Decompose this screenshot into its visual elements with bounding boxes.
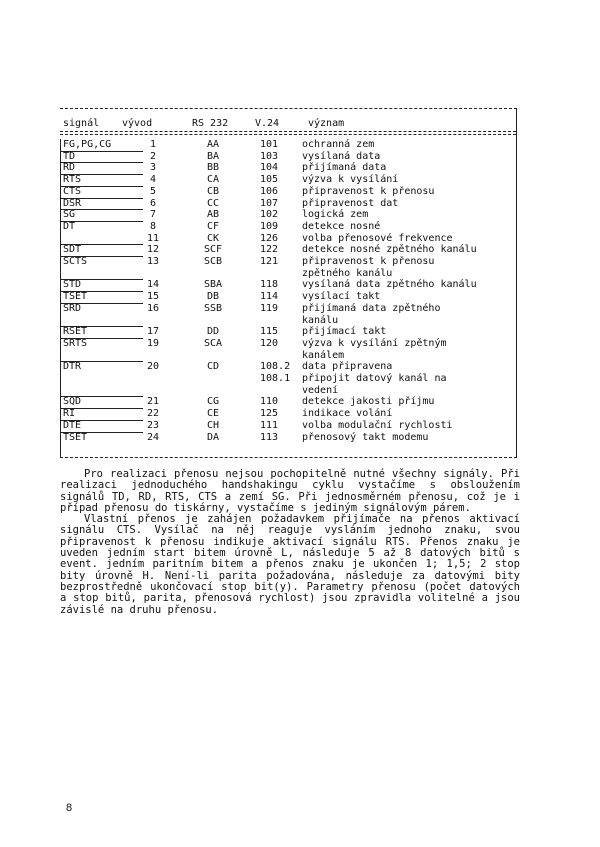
table-row xyxy=(60,315,516,326)
cell-signal: DT xyxy=(63,220,76,232)
cell-signal: DSR xyxy=(63,197,82,209)
cell-v24: 115 xyxy=(260,326,279,338)
cell-signal: SDT xyxy=(63,244,82,256)
cell-v24: 120 xyxy=(260,337,279,349)
group-divider xyxy=(60,361,143,362)
cell-v24: 125 xyxy=(260,408,279,420)
cell-pin: 7 xyxy=(149,209,157,221)
cell-signal: TD xyxy=(63,150,76,162)
cell-pin: 21 xyxy=(146,396,160,408)
table-header xyxy=(60,118,516,129)
cell-signal: DTR xyxy=(63,361,82,373)
table-row xyxy=(60,385,516,396)
cell-rs232: CG xyxy=(206,396,220,408)
cell-rs232: DB xyxy=(206,291,220,303)
table-row xyxy=(60,326,516,337)
group-divider xyxy=(60,198,143,199)
cell-meaning: vysílaná data zpětného kanálu xyxy=(302,279,477,291)
cell-rs232: SSB xyxy=(203,302,223,314)
group-divider xyxy=(60,408,143,409)
cell-v24: 110 xyxy=(260,396,279,408)
cell-rs232: CB xyxy=(206,185,220,197)
cell-pin: 19 xyxy=(146,337,160,349)
cell-v24: 108.1 xyxy=(260,373,291,384)
cell-pin: 22 xyxy=(146,408,160,420)
paragraph: Vlastní přenos je zahájen požadavkem přijímače na přenos aktivací signálu CTS. Vysílač na něj reaguje vysláním jednoho znaku, svou připravenost k přenosu indikuje aktivací signálu RTS. Přenos znaku je uveden jedním start bitem úrovně L, následuje 5 až 8 datových bitů s event. jedním paritním bitem a přenos znaku je ukončen 1; 1,5; 2 stop bity úrovně H. Není-li parita požadována, následuje za datovými bity bezprostředně ukončovací stop bit(y). Parametry přenosu (počet datových a stop bitů, parita, přenosová rychlost) jsou zpravidla volitelné a jsou závislé na druhu přenosu. xyxy=(60,513,520,616)
cell-pin: 3 xyxy=(149,162,157,174)
cell-rs232: CC xyxy=(206,197,220,209)
cell-signal: STD xyxy=(63,279,82,291)
cell-pin: 17 xyxy=(146,326,160,338)
header-pin: vývod xyxy=(122,118,153,129)
cell-meaning: volba přenosové frekvence xyxy=(302,232,453,244)
cell-meaning: vedení xyxy=(302,384,339,396)
cell-v24: 119 xyxy=(260,302,279,314)
cell-pin: 5 xyxy=(149,185,157,197)
cell-pin: 15 xyxy=(146,291,160,303)
header-meaning: význam xyxy=(308,118,345,129)
group-divider xyxy=(60,279,143,280)
cell-v24: 121 xyxy=(260,256,279,267)
cell-meaning: zpětného kanálu xyxy=(302,267,393,279)
group-divider xyxy=(60,221,143,222)
cell-meaning: volba modulační rychlosti xyxy=(302,419,453,431)
group-divider xyxy=(60,162,143,163)
table-row xyxy=(60,244,516,255)
table-row xyxy=(60,139,516,150)
cell-rs232: CH xyxy=(206,419,220,431)
group-divider xyxy=(60,420,143,421)
cell-pin: 2 xyxy=(149,150,157,162)
table-row xyxy=(60,279,516,290)
cell-rs232: CK xyxy=(206,232,220,244)
cell-meaning: vysílaná data xyxy=(302,150,381,162)
paragraph: Pro realizaci přenosu nejsou pochopitelně nutné všechny signály. Při realizaci jednoduchého handshakingu cyklu vystačíme s obsloužením signálů TD, RD, RTS, CTS a zemí SG. Při jednosměrném přenosu, což je i případ přenosu do tiskárny, vystačíme s jediným signálovým párem. xyxy=(60,468,520,514)
cell-v24: 103 xyxy=(260,150,279,162)
table-row xyxy=(60,408,516,419)
cell-signal: SRD xyxy=(63,302,82,314)
group-divider xyxy=(60,303,143,304)
cell-rs232: CE xyxy=(206,408,220,420)
table-row xyxy=(60,303,516,314)
group-divider xyxy=(60,186,143,187)
cell-pin: 14 xyxy=(146,279,160,291)
header-signal: signál xyxy=(63,118,100,129)
body-text xyxy=(60,469,520,616)
cell-rs232: BA xyxy=(206,150,220,162)
cell-rs232: BB xyxy=(206,162,220,174)
table-row xyxy=(60,233,516,244)
table-row xyxy=(60,162,516,173)
cell-rs232: SCB xyxy=(203,256,223,267)
table-row xyxy=(60,151,516,162)
cell-meaning: ochranná zem xyxy=(302,139,375,150)
cell-meaning: výzva k vysílání xyxy=(302,174,399,186)
cell-signal: RD xyxy=(63,162,76,174)
cell-signal: FG,PG,CG xyxy=(63,139,112,150)
cell-v24: 109 xyxy=(260,220,279,232)
table-row xyxy=(60,221,516,232)
cell-pin: 12 xyxy=(146,244,160,256)
group-divider xyxy=(60,256,143,257)
table-row xyxy=(60,420,516,431)
cell-meaning: přijímaná data zpětného xyxy=(302,302,441,314)
cell-rs232: AB xyxy=(206,209,220,221)
cell-signal: CTS xyxy=(63,185,82,197)
cell-pin: 20 xyxy=(146,361,160,373)
cell-v24: 104 xyxy=(260,162,279,174)
cell-v24: 105 xyxy=(260,174,279,186)
cell-meaning: detekce jakosti příjmu xyxy=(302,396,435,408)
group-divider xyxy=(60,432,143,433)
cell-v24: 122 xyxy=(260,244,279,256)
cell-meaning: připravenost k přenosu xyxy=(302,256,435,267)
cell-pin: 16 xyxy=(146,302,160,314)
group-divider xyxy=(60,209,143,210)
cell-signal: SQD xyxy=(63,396,82,408)
cell-meaning: kanálem xyxy=(302,349,345,361)
cell-meaning: výzva k vysílání zpětným xyxy=(302,337,447,349)
cell-pin: 4 xyxy=(149,174,157,186)
cell-v24: 101 xyxy=(260,139,279,150)
header-v24: V.24 xyxy=(255,118,280,129)
cell-v24: 114 xyxy=(260,291,279,303)
table-row xyxy=(60,209,516,220)
cell-signal: SCTS xyxy=(63,256,88,267)
group-divider xyxy=(60,291,143,292)
cell-meaning: přijímaná data xyxy=(302,162,387,174)
cell-rs232: SCF xyxy=(203,244,223,256)
table-row xyxy=(60,338,516,349)
group-divider xyxy=(60,174,143,175)
cell-signal: DTE xyxy=(63,419,82,431)
table-row xyxy=(60,198,516,209)
cell-meaning: indikace volání xyxy=(302,408,393,420)
cell-meaning: detekce nosné zpětného kanálu xyxy=(302,244,477,256)
table-row xyxy=(60,186,516,197)
cell-v24: 102 xyxy=(260,209,279,221)
cell-pin: 13 xyxy=(146,256,160,267)
group-divider xyxy=(60,338,143,339)
cell-pin: 23 xyxy=(146,419,160,431)
cell-meaning: logická zem xyxy=(302,209,369,221)
cell-meaning: přijímací takt xyxy=(302,326,387,338)
cell-v24: 107 xyxy=(260,197,279,209)
cell-rs232: DD xyxy=(206,326,220,338)
page-number: 8 xyxy=(66,802,73,814)
cell-pin: 24 xyxy=(146,431,160,443)
cell-meaning: data připravena xyxy=(302,361,393,373)
cell-rs232: AA xyxy=(206,139,220,150)
cell-pin: 6 xyxy=(149,197,157,209)
cell-meaning: vysílací takt xyxy=(302,291,381,303)
cell-v24: 106 xyxy=(260,185,279,197)
cell-signal: RI xyxy=(63,408,76,420)
cell-signal: TSET xyxy=(63,291,88,303)
cell-pin: 8 xyxy=(149,220,157,232)
cell-meaning: připojit datový kanál na xyxy=(302,373,447,384)
cell-meaning: kanálu xyxy=(302,314,339,326)
table-row xyxy=(60,291,516,302)
cell-meaning: připravenost dat xyxy=(302,197,399,209)
cell-rs232: SCA xyxy=(203,337,223,349)
group-divider xyxy=(60,396,143,397)
group-divider xyxy=(60,244,143,245)
cell-rs232: DA xyxy=(206,431,220,443)
cell-meaning: připravenost k přenosu xyxy=(302,185,435,197)
cell-v24: 126 xyxy=(260,232,279,244)
cell-rs232: SBA xyxy=(203,279,223,291)
table-row xyxy=(60,268,516,279)
cell-signal: TSET xyxy=(63,431,88,443)
cell-pin: 1 xyxy=(149,139,157,150)
signal-table xyxy=(60,108,517,458)
group-divider xyxy=(60,326,143,327)
cell-v24: 118 xyxy=(260,279,279,291)
cell-meaning: přenosový takt modemu xyxy=(302,431,429,443)
cell-signal: RTS xyxy=(63,174,82,186)
cell-rs232: CD xyxy=(206,361,220,373)
table-row xyxy=(60,432,516,443)
table-row xyxy=(60,174,516,185)
table-row xyxy=(60,396,516,407)
group-divider xyxy=(60,151,143,152)
cell-signal: RSET xyxy=(63,326,88,338)
cell-rs232: CF xyxy=(206,220,220,232)
cell-signal: SRTS xyxy=(63,337,88,349)
table-row xyxy=(60,373,516,384)
cell-v24: 111 xyxy=(260,419,279,431)
header-separator xyxy=(60,131,516,135)
cell-rs232: CA xyxy=(206,174,220,186)
table-row xyxy=(60,350,516,361)
cell-signal: SG xyxy=(63,209,76,221)
table-row xyxy=(60,256,516,267)
cell-pin: 11 xyxy=(146,232,160,244)
cell-v24: 108.2 xyxy=(260,361,291,373)
header-rs232: RS 232 xyxy=(192,118,229,129)
cell-v24: 113 xyxy=(260,431,279,443)
cell-meaning: detekce nosné xyxy=(302,220,381,232)
table-row xyxy=(60,361,516,372)
